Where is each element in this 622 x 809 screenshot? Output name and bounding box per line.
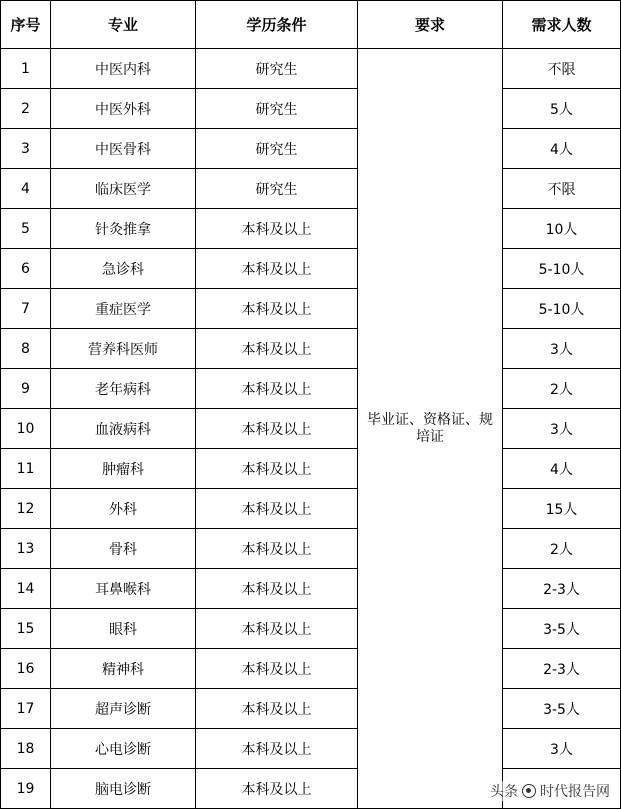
cell-education: 本科及以上 [196, 449, 358, 489]
cell-education: 本科及以上 [196, 529, 358, 569]
header-major: 专业 [51, 1, 196, 49]
cell-major: 骨科 [51, 529, 196, 569]
cell-major: 眼科 [51, 609, 196, 649]
table-row [1, 289, 621, 329]
table-row [1, 129, 621, 169]
cell-education: 本科及以上 [196, 609, 358, 649]
cell-major: 超声诊断 [51, 689, 196, 729]
cell-count: 2人 [503, 529, 621, 569]
table-row [1, 569, 621, 609]
cell-education: 研究生 [196, 169, 358, 209]
cell-no: 15 [1, 609, 51, 649]
cell-count: 5-10人 [503, 249, 621, 289]
cell-no: 13 [1, 529, 51, 569]
watermark [490, 781, 610, 801]
cell-count: 3-5人 [503, 689, 621, 729]
cell-major: 老年病科 [51, 369, 196, 409]
table-row [1, 609, 621, 649]
header-count: 需求人数 [503, 1, 621, 49]
cell-major: 血液病科 [51, 409, 196, 449]
cell-major: 营养科医师 [51, 329, 196, 369]
cell-no: 1 [1, 49, 51, 89]
cell-requirement-merged: 毕业证、资格证、规培证 [358, 49, 503, 809]
cell-count: 不限 [503, 49, 621, 89]
table-row [1, 729, 621, 769]
cell-no: 9 [1, 369, 51, 409]
cell-major: 中医内科 [51, 49, 196, 89]
cell-no: 16 [1, 649, 51, 689]
cell-no: 10 [1, 409, 51, 449]
watermark-text-suffix: 时代报告网 [540, 784, 610, 800]
cell-count: 10人 [503, 209, 621, 249]
table-row [1, 649, 621, 689]
cell-count: 4人 [503, 449, 621, 489]
cell-major: 脑电诊断 [51, 769, 196, 809]
table-row [1, 249, 621, 289]
table-row [1, 449, 621, 489]
cell-count: 2人 [503, 369, 621, 409]
header-requirement: 要求 [358, 1, 503, 49]
cell-count: 5-10人 [503, 289, 621, 329]
cell-count: 3人 [503, 729, 621, 769]
cell-no: 12 [1, 489, 51, 529]
cell-major: 肿瘤科 [51, 449, 196, 489]
cell-major: 临床医学 [51, 169, 196, 209]
cell-education: 本科及以上 [196, 289, 358, 329]
cell-major: 中医骨科 [51, 129, 196, 169]
table-row [1, 409, 621, 449]
cell-count: 3人 [503, 409, 621, 449]
cell-education: 本科及以上 [196, 769, 358, 809]
table-row [1, 329, 621, 369]
table-row [1, 209, 621, 249]
cell-no: 14 [1, 569, 51, 609]
toutiao-logo-icon [522, 784, 536, 798]
cell-education: 本科及以上 [196, 729, 358, 769]
header-education: 学历条件 [196, 1, 358, 49]
cell-no: 7 [1, 289, 51, 329]
cell-no: 19 [1, 769, 51, 809]
cell-education: 本科及以上 [196, 409, 358, 449]
cell-count: 4人 [503, 129, 621, 169]
table-row [1, 489, 621, 529]
cell-no: 2 [1, 89, 51, 129]
table-row [1, 169, 621, 209]
cell-education: 本科及以上 [196, 329, 358, 369]
cell-no: 17 [1, 689, 51, 729]
cell-count: 15人 [503, 489, 621, 529]
cell-education: 研究生 [196, 49, 358, 89]
table-row [1, 49, 621, 89]
cell-education: 本科及以上 [196, 369, 358, 409]
cell-count: 2-3人 [503, 649, 621, 689]
cell-education: 本科及以上 [196, 649, 358, 689]
table-row [1, 689, 621, 729]
cell-count: 5人 [503, 89, 621, 129]
cell-education: 本科及以上 [196, 209, 358, 249]
cell-education: 研究生 [196, 89, 358, 129]
cell-no: 18 [1, 729, 51, 769]
cell-major: 精神科 [51, 649, 196, 689]
cell-count: 2-3人 [503, 569, 621, 609]
cell-no: 6 [1, 249, 51, 289]
header-row [1, 1, 621, 49]
watermark-text-prefix: 头条 [490, 784, 518, 800]
table-row [1, 529, 621, 569]
cell-count: 3-5人 [503, 609, 621, 649]
cell-major: 耳鼻喉科 [51, 569, 196, 609]
cell-education: 本科及以上 [196, 489, 358, 529]
cell-no: 3 [1, 129, 51, 169]
cell-count: 3人 [503, 329, 621, 369]
cell-major: 针灸推拿 [51, 209, 196, 249]
cell-education: 本科及以上 [196, 569, 358, 609]
cell-education: 本科及以上 [196, 689, 358, 729]
cell-count: 不限 [503, 169, 621, 209]
cell-education: 研究生 [196, 129, 358, 169]
cell-no: 4 [1, 169, 51, 209]
cell-major: 心电诊断 [51, 729, 196, 769]
cell-major: 中医外科 [51, 89, 196, 129]
cell-no: 8 [1, 329, 51, 369]
cell-education: 本科及以上 [196, 249, 358, 289]
cell-no: 5 [1, 209, 51, 249]
table-row [1, 89, 621, 129]
cell-major: 重症医学 [51, 289, 196, 329]
cell-major: 外科 [51, 489, 196, 529]
cell-major: 急诊科 [51, 249, 196, 289]
cell-no: 11 [1, 449, 51, 489]
table-row [1, 369, 621, 409]
header-no: 序号 [1, 1, 51, 49]
